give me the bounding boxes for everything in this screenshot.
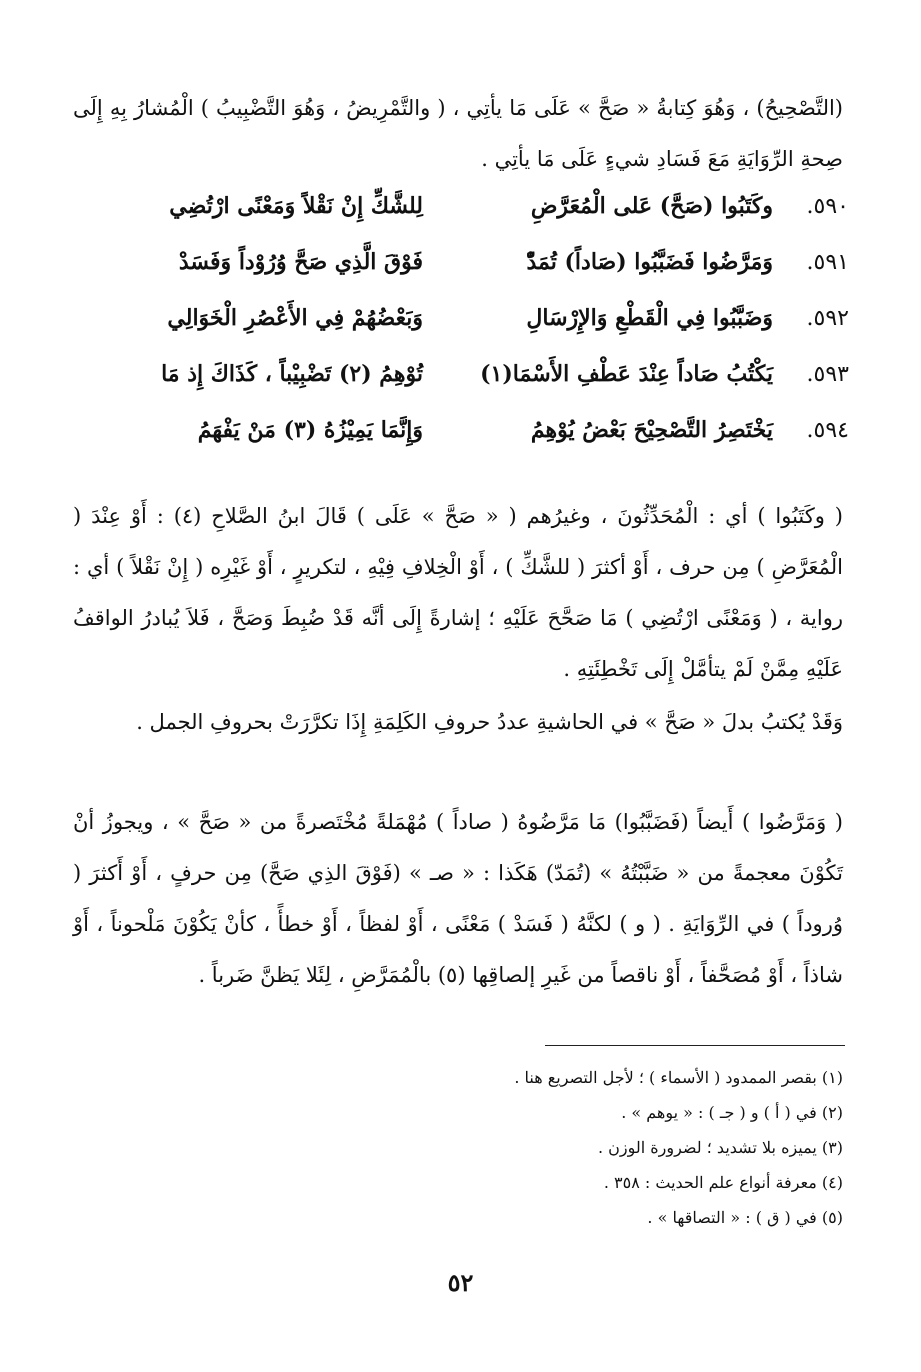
footnotes xyxy=(343,1060,843,1235)
verse-second-hemistich: تُوْهِمُ (٢) تَضْبِيْباً ، كَذَاكَ إِذ مَا xyxy=(161,361,423,387)
verse-590 xyxy=(69,178,849,234)
footnote-1: (١) بقصر الممدود ( الأسماء ) ؛ لأجل التصريع هنا . xyxy=(514,1068,843,1087)
verse-number: ٥٩١. xyxy=(806,249,849,275)
verse-first-hemistich: وَضَبَّبُوا فِي الْقَطْعِ وَالإِرْسَالِ xyxy=(526,305,773,331)
footnote-separator xyxy=(545,1045,845,1046)
verse-second-hemistich: وَبَعْضُهُمْ فِي الأَعْصُرِ الْخَوَالِي xyxy=(167,305,423,331)
verse-594 xyxy=(69,402,849,458)
verse-number: ٥٩٠. xyxy=(806,193,849,219)
footnote-3: (٣) يميزه بلا تشديد ؛ لضرورة الوزن . xyxy=(597,1138,843,1157)
footnote-5: (٥) في ( ق ) : « التصاقها » . xyxy=(647,1208,843,1227)
verse-593 xyxy=(69,346,849,402)
verse-block xyxy=(69,178,849,458)
verse-first-hemistich: يَخْتَصِرُ التَّصْحِيْحَ بَعْضُ يُوْهِمُ xyxy=(530,417,773,443)
verse-second-hemistich: وَإِنَّمَا يَمِيْزُهُ (٣) مَنْ يَفْهَمُ xyxy=(197,417,423,443)
intro-paragraph: (التَّصْحِيحُ) ، وَهُوَ كِتابةُ « صَحَّ » عَلَى مَا يأتِي ، ( والتَّمْرِيضُ ، وَهُوَ التَّضْبِيبُ ) الْمُشارُ بِهِ إِلَى صِحةِ الرِّوَايَةِ مَعَ فَسَادِ شيءٍ عَلَى مَا يأتِي . xyxy=(73,96,843,171)
note-paragraph: وَقَدْ يُكتبُ بدلَ « صَحَّ » في الحاشيةِ عددُ حروفِ الكَلِمَةِ إِذَا تكرَّرَتْ بحروفِ الجمل . xyxy=(136,710,843,734)
verse-number: ٥٩٢. xyxy=(806,305,849,331)
verse-number: ٥٩٤. xyxy=(806,417,849,443)
commentary-paragraph: ( وكَتَبُوا ) أي : الْمُحَدِّثُونَ ، وغيرُهم ( « صَحَّ » عَلَى ) قَالَ ابنُ الصَّلاحِ (٤) : أَوْ عِنْدَ ( الْمُعَرَّضِ ) مِن حرف ، أَوْ أكثرَ ( للشَّكِّ ) ، أَوْ الْخِلافِ فِيْهِ ، لتكريرٍ ، أَوْ غَيْرِه ( إِنْ نَقْلاً ) أي : رواية ، ( وَمَعْنًى ارْتُضِي ) مَا صَحَّحَ عَلَيْهِ ؛ إشارةً إِلَى أنَّه قَدْ ضُبِطَ وَصَحَّ ، فَلاَ يُبادرُ الواقفُ عَلَيْهِ مِمَّنْ لَمْ يتأمَّلْ إِلَى تَخْطِئَتِهِ . xyxy=(73,504,843,681)
verse-second-hemistich: لِلشَّكِّ إِنْ نَقْلاً وَمَعْنًى ارْتُضِي xyxy=(169,193,423,219)
tamrid-paragraph: ( وَمَرَّضُوا ) أَيضاً (فَضَبَّبُوا) مَا مَرَّضُوهُ ( صاداً ) مُهْمَلةً مُخْتَصرةً من « صَحَّ » ، ويجوزُ أنْ تَكُوْنَ معجمةً من « ضَبَّبْتُهُ » (تُمَدّ) هَكَذا : « صـ » (فَوْقَ الذِي صَحَّ) مِن حرفٍ ، أَوْ أَكثرَ ( وُروداً ) في الرِّوَايَةِ . ( و ) لكنَّهُ ( فَسَدْ ) مَعْنًى ، أَوْ لفظاً ، أَوْ خطأً ، كأنْ يَكُوْنَ مَلْحوناً ، أَوْ شاذاً ، أَوْ مُصَحَّفاً ، أَوْ ناقصاً من غَيرِ إلصاقِها (٥) بالْمُمَرَّضِ ، لِئَلا يَظنَّ ضَرباً . xyxy=(73,810,843,987)
verse-second-hemistich: فَوْقَ الَّذِي صَحَّ وُرُوْداً وَفَسَدْ xyxy=(178,249,423,275)
verse-591 xyxy=(69,234,849,290)
footnote-2: (٢) في ( أ ) و ( جـ ) : « يوهم » . xyxy=(621,1103,843,1122)
footnote-4: (٤) معرفة أنواع علم الحديث : ٣٥٨ . xyxy=(603,1173,843,1192)
verse-number: ٥٩٣. xyxy=(806,361,849,387)
verse-592 xyxy=(69,290,849,346)
page-number: ٥٢ xyxy=(447,1268,474,1297)
verse-first-hemistich: يَكْتُبُ صَاداً عِنْدَ عَطْفِ الأَسْمَا(١) xyxy=(480,361,773,387)
verse-first-hemistich: وكَتَبُوا (صَحَّ) عَلى الْمُعَرَّضِ xyxy=(530,193,773,219)
verse-first-hemistich: وَمَرَّضُوا فَضَبَّبُوا (صَاداً) تُمَدّْ xyxy=(526,249,773,275)
